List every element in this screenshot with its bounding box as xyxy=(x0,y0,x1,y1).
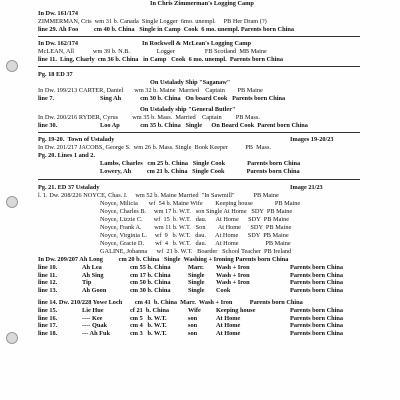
relation: Wife xyxy=(188,307,201,314)
occupation: Wash + Iron xyxy=(216,264,250,271)
parents-birthplace: Parents born China xyxy=(290,314,344,322)
person-name: Ah Sing xyxy=(82,271,104,279)
age-birthplace: cm 5 b. W.T. xyxy=(130,314,167,322)
age-birthplace: cm 17 b. China xyxy=(130,271,171,279)
camp-heading-rockwell: In Rockwell & McLean's Logging Camp xyxy=(142,40,251,47)
ship-heading-saganaw: On Ustalady Ship "Saganaw" xyxy=(150,79,231,86)
person-name: Ah Goon xyxy=(82,287,107,295)
person-noyce-chas: l. 1. Dw. 208/226 NOYCE, Chas. I. wm 52 b. Maine Married "In Sawmill" PB Maine xyxy=(38,192,279,199)
household-loch-table xyxy=(38,307,358,338)
parents-birthplace: Parents born China xyxy=(290,264,344,271)
parents-birthplace: Parents born China xyxy=(290,330,344,338)
divider xyxy=(38,36,360,37)
person-noyce-milicia: Noyce, Milicia wf 54 b. Maine Wife Keeping house PB Maine xyxy=(100,200,301,207)
binder-hole-top xyxy=(6,60,18,72)
occupation: Wash + Iron xyxy=(216,279,250,287)
relation: son xyxy=(188,322,198,330)
ship-heading-general-butler: On Ustalady ship "General Butler" xyxy=(140,106,236,113)
age-birthplace: cm 3 b. W.T. xyxy=(130,330,167,338)
dwelling-161: In Dw. 161/174 xyxy=(38,10,79,17)
line-label: line 10. xyxy=(38,264,58,271)
person-noyce-virginia: Noyce, Virginia L. wf 9 b. W.T. dau. At Home SDY PB Maine xyxy=(100,232,289,239)
age-birthplace: cm 55 b. China xyxy=(130,264,171,271)
image-ref-19-20: Images 19-20/23 xyxy=(290,136,334,143)
person-yowe-loch: line 14. Dw. 210/228 Yowe Loch cm 41 b. China Marr. Wash + Iron Parents born China xyxy=(38,299,303,306)
person-galine-johanna: GALINE, Johanna wf 21 b. W.T. Boarder School Teacher PB Ireland xyxy=(100,248,292,255)
page-ref-21: Pg. 21. ED 37 Ustalady xyxy=(38,184,100,191)
person-jacobs: In Dw. 201/217 JACOBS, George S. wm 26 b. Mass. Single Book Keeper PB Mass. xyxy=(38,144,271,151)
person-zimmerman: ZIMMERMAN, Cris wm 31 b. Canada Single Logger 6mo. unempl. PB Her Dram (?) xyxy=(38,18,267,25)
table-row xyxy=(38,272,358,280)
person-ling-charly: line 11. Ling, Charly cm 36 b. China in Camp Cook 6 mo. unempl. Parents born China xyxy=(38,56,283,63)
line-label: line 13. xyxy=(38,287,58,295)
line-label: line 15. xyxy=(38,307,58,314)
occupation: Cook xyxy=(216,287,231,295)
relation: son xyxy=(188,314,198,322)
table-row xyxy=(38,287,358,295)
person-noyce-lizzie: Noyce, Lizzie C. wf 15 b. W.T. dau. At Home SDY PB Maine xyxy=(100,216,290,223)
page-ref-18: Pg. 18 ED 37 xyxy=(38,71,73,78)
person-loo-ap: Loo Ap cm 35 b. China Single On Board Cook Parent born China xyxy=(100,122,308,129)
person-name: Ah Lea xyxy=(82,264,102,271)
marital-status: Single xyxy=(188,279,205,287)
table-row xyxy=(38,322,358,330)
occupation: Keeping house xyxy=(216,307,256,314)
parents-birthplace: Parents born China xyxy=(290,271,344,279)
person-noyce-gracie: Noyce, Gracie D. wf 4 b. W.T. dau. At Home PB Maine xyxy=(100,240,291,247)
household-long-table xyxy=(38,264,358,295)
person-ah-foo: line 29. Ah Foo cm 40 b. China Single in Camp Cook 6 mo. unempl. Parents born China xyxy=(38,26,294,33)
person-name: ---- Quak xyxy=(82,322,108,330)
age-birthplace: cm 50 b. China xyxy=(130,279,171,287)
parents-birthplace: Parents born China xyxy=(290,279,344,287)
person-mclean: McLEAN, All wm 39 b. N.B. Logger FB Scotland MB Maine xyxy=(38,48,267,55)
line-label: line 12. xyxy=(38,279,58,287)
table-row xyxy=(38,307,358,315)
person-lambs-charles: Lambs, Charles cm 25 b. China Single Cook Parents born China xyxy=(100,160,301,167)
person-ah-long: In Dw. 209/207 Ah Long cm 20 b. China Single Washing + Ironing Parents born China xyxy=(38,256,289,263)
person-lowery-ah: Lowery, Ah cm 21 b. China Single Cook Parents born China xyxy=(100,168,300,175)
person-name: Lie Hue xyxy=(82,307,104,314)
marital-status: Marr. xyxy=(188,264,204,271)
parents-birthplace: Parents born China xyxy=(290,287,344,295)
divider xyxy=(38,66,360,67)
table-row xyxy=(38,279,358,287)
age-birthplace: cm 30 b. China xyxy=(130,287,171,295)
person-name: ---- Kee xyxy=(82,314,103,322)
lines-ref: Pg. 20. Lines 1 and 2. xyxy=(38,152,96,159)
divider xyxy=(38,132,360,133)
relation: son xyxy=(188,330,198,338)
marital-status: Single xyxy=(188,287,205,295)
line-label: line 17. xyxy=(38,322,58,330)
parents-birthplace: Parents born China xyxy=(290,307,344,314)
table-row xyxy=(38,315,358,323)
person-noyce-frank: Noyce, Frank A. wm 11 b. W.T. Son At Home SDY PB Maine xyxy=(100,224,292,231)
binder-hole-middle xyxy=(6,196,18,208)
marital-status: Single xyxy=(188,271,205,279)
person-name: --- Ah Fuk xyxy=(82,330,110,338)
occupation: At Home xyxy=(216,330,241,338)
camp-heading-zimmerman: In Chris Zimmerman's Logging Camp xyxy=(150,0,254,7)
occupation: Wash + Iron xyxy=(216,271,250,279)
person-ryder: In Dw. 200/216 RYDER, Cyrus wm 35 b. Mass. Married Captain PB Mass. xyxy=(38,114,260,121)
line-label-30: line 30. xyxy=(38,122,58,129)
table-row xyxy=(38,264,358,272)
dwelling-162: In Dw. 162/174 xyxy=(38,40,79,47)
age-birthplace: cf 21 b. China xyxy=(130,307,170,314)
binder-hole-bottom xyxy=(6,332,18,344)
table-row xyxy=(38,330,358,338)
page-ref-19-20: Pg. 19-20. Town of Ustalady xyxy=(38,136,115,143)
line-label: line 18. xyxy=(38,330,58,338)
line-label: line 16. xyxy=(38,314,58,322)
person-noyce-charles: Noyce, Charles B. wm 17 b. W.T. son Single At Home SDY PB Maine xyxy=(100,208,293,215)
divider xyxy=(38,179,360,180)
line-label-7: line 7. xyxy=(38,95,55,102)
line-label: line 11. xyxy=(38,271,57,279)
occupation: At Home xyxy=(216,314,241,322)
occupation: At Home xyxy=(216,322,241,330)
person-sing-ah: Sing Ah cm 30 b. China On board Cook Parents born China xyxy=(100,95,286,102)
age-birthplace: cm 4 b. W.T. xyxy=(130,322,167,330)
image-ref-21: Image 21/23 xyxy=(290,184,323,191)
parents-birthplace: Parents born China xyxy=(290,322,344,330)
person-name: Tip xyxy=(82,279,92,287)
person-carter: In Dw. 199/213 CARTER, Daniel wm 32 b. Maine Married Captain PB Maine xyxy=(38,87,263,94)
